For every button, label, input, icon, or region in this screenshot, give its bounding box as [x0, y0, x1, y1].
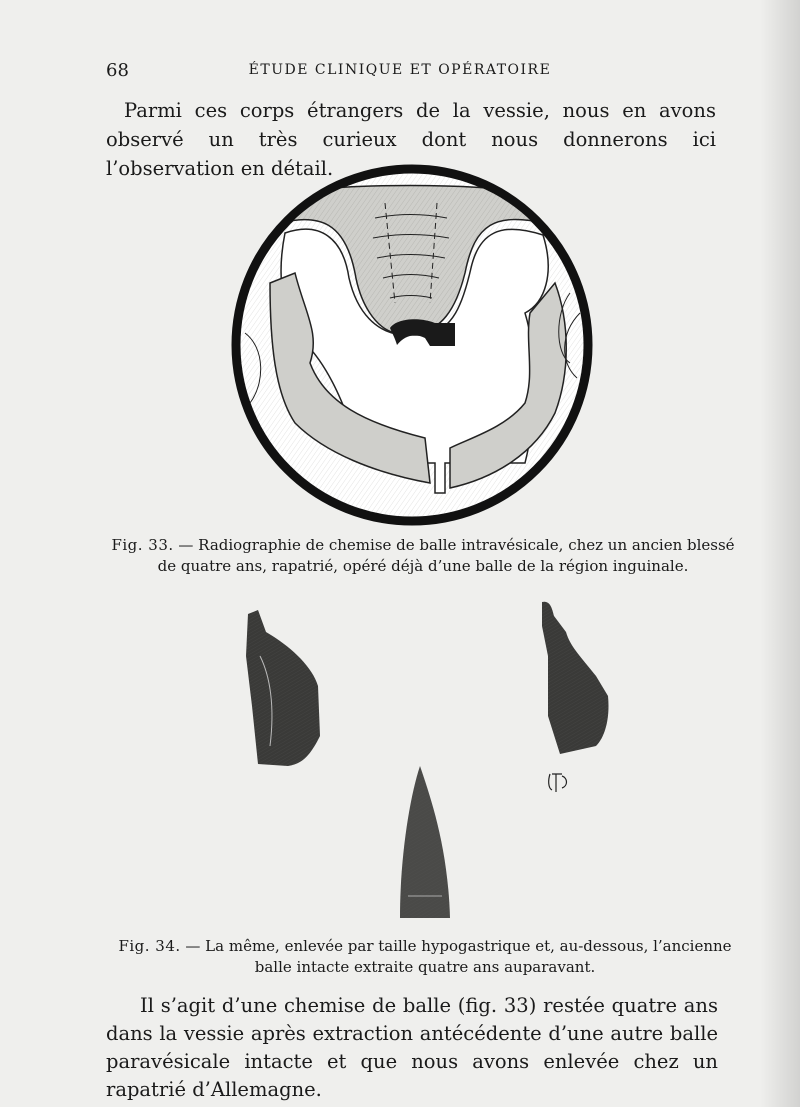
- intro-paragraph: Parmi ces corps étrangers de la vessie, nous en avons observé un très curieux dont nous donnerons ici l’observation en détail.: [106, 99, 716, 180]
- jacket-fragment-right: [542, 602, 609, 754]
- figure-33-caption-text: — Radiographie de chemise de balle intravésicale, chez un ancien blessé de quatre ans, rapatrié, opéré déjà d’une balle de la région inguinale.: [157, 536, 735, 575]
- figure-34-label: Fig. 34.: [118, 937, 181, 955]
- engraver-monogram: [549, 774, 567, 792]
- page-number: 68: [106, 60, 129, 81]
- figure-33-label: Fig. 33.: [111, 536, 174, 554]
- closing-paragraph: Il s’agit d’une chemise de balle (fig. 33) restée quatre ans dans la vessie après extraction antécédente d’une autre balle paravésicale intacte et que nous avons enlevée chez un rapatrié d’Allemagne.: [106, 994, 718, 1101]
- figure-34-caption-text: — La même, enlevée par taille hypogastrique et, au-dessous, l’ancienne balle intacte extraite quatre ans auparavant.: [180, 937, 732, 976]
- figure-33-caption: [108, 535, 738, 577]
- intact-bullet: [400, 766, 450, 918]
- jacket-fragment-left: [246, 610, 320, 766]
- running-head: [0, 60, 800, 84]
- figure-34-extracted-objects: [230, 596, 630, 932]
- figure-33-radiograph: [225, 163, 600, 528]
- running-title: ÉTUDE CLINIQUE ET OPÉRATOIRE: [248, 62, 552, 78]
- figure-34-caption: [110, 936, 740, 978]
- page-edge-shadow: [760, 0, 800, 1107]
